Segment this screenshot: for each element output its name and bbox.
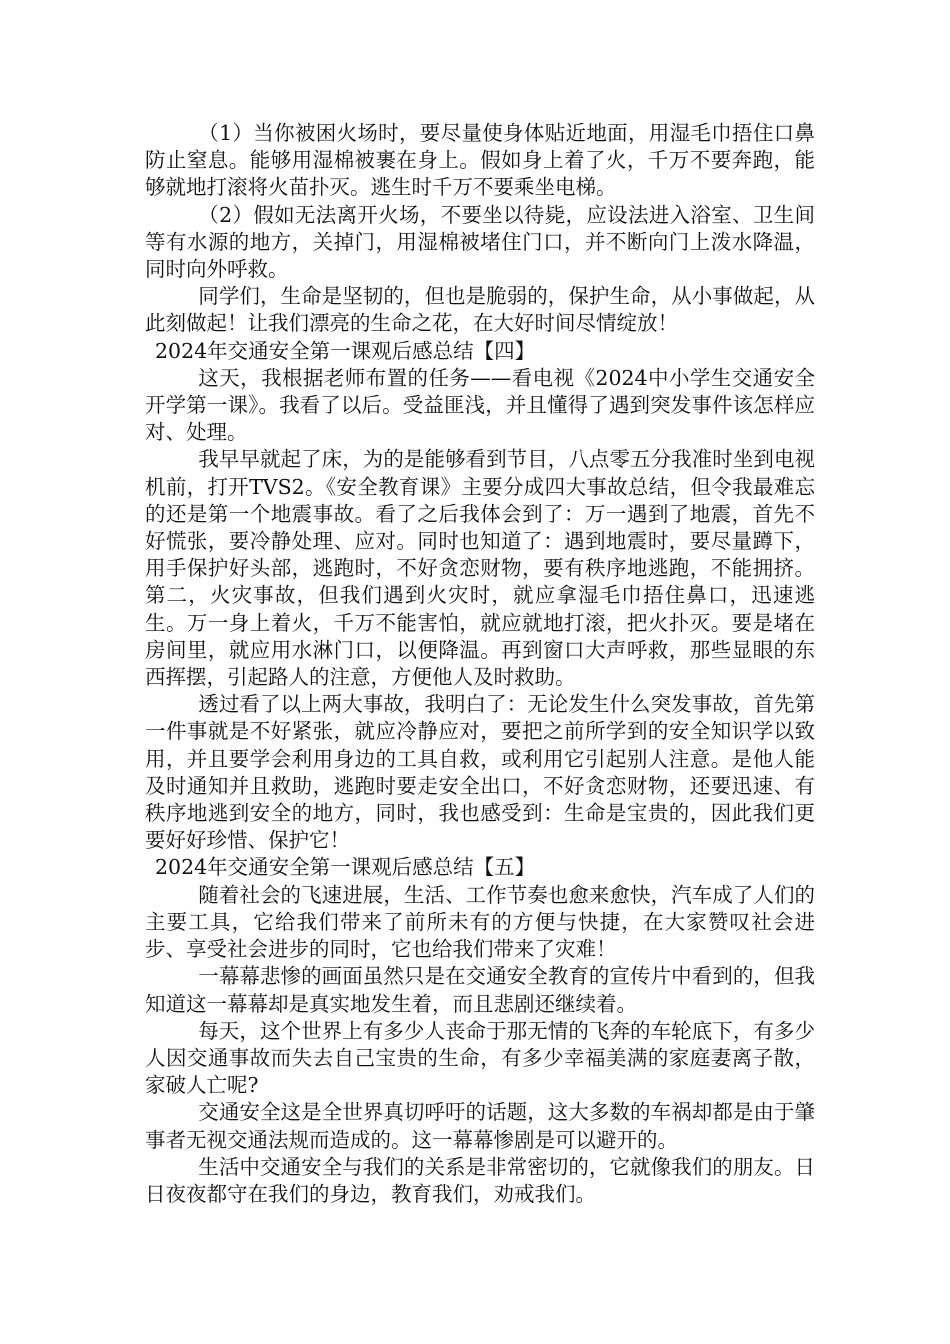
paragraph-traffic-safety-topic: 交通安全这是全世界真切呼吁的话题，这大多数的车祸却都是由于肇事者无视交通法规而造成的。这一幕幕惨剧是可以避开的。: [145, 1100, 815, 1152]
paragraph-safety-friend: 生活中交通安全与我们的关系是非常密切的，它就像我们的朋友。日日夜夜都守在我们的身边，教育我们，劝戒我们。: [145, 1154, 815, 1206]
section-heading-four: 2024年交通安全第一课观后感总结【四】: [155, 338, 536, 363]
section-heading-five: 2024年交通安全第一课观后感总结【五】: [155, 855, 536, 880]
paragraph-fire-trapped: （1）当你被困火场时，要尽量使身体贴近地面，用湿毛巾捂住口鼻防止窒息。能够用湿棉被裹在身上。假如身上着了火，千万不要奔跑，能够就地打滚将火苗扑灭。逃生时千万不要乘坐电梯。: [145, 121, 815, 200]
paragraph-tragic-scenes: 一幕幕悲惨的画面虽然只是在交通安全教育的宣传片中看到的，但我知道这一幕幕却是真实地发生着，而且悲剧还继续着。: [145, 964, 815, 1016]
paragraph-lessons-learned: 透过看了以上两大事故，我明白了：无论发生什么突发事故，首先第一件事就是不好紧张，就应冷静应对，要把之前所学到的安全知识学以致用，并且要学会利用身边的工具自救，或利用它引起别人注意。是他人能及时通知并且救助，逃跑时要走安全出口，不好贪恋财物，还要迅速、有秩序地逃到安全的地方，同时，我也感受到：生命是宝贵的，因此我们更要好好珍惜、保护它！: [145, 692, 815, 853]
paragraph-society-progress: 随着社会的飞速进展，生活、工作节奏也愈来愈快，汽车成了人们的主要工具，它给我们带来了前所未有的方便与快捷，在大家赞叹社会进步、享受社会进步的同时，它也给我们带来了灾难！: [145, 882, 815, 962]
paragraph-every-day: 每天，这个世界上有多少人丧命于那无情的飞奔的车轮底下，有多少人因交通事故而失去自己宝贵的生命，有多少幸福美满的家庭妻离子散，家破人亡呢?: [145, 1018, 815, 1098]
paragraph-earthquake-fire: 我早早就起了床，为的是能够看到节目，八点零五分我准时坐到电视机前，打开TVS2。《安全教育课》主要分成四大事故总结，但令我最难忘的还是第一个地震事故。看了之后我体会到了：万一遇到了地震，首先不好慌张，要冷静处理、应对。同时也知道了：遇到地震时，要尽量蹲下，用手保护好头部，逃跑时，不好贪恋财物，要有秩序地逃跑，不能拥挤。第二，火灾事故，但我们遇到火灾时，就应拿湿毛巾捂住鼻口，迅速逃生。万一身上着火，千万不能害怕，就应就地打滚，把火扑灭。要是堵在房间里，就应用水淋门口，以便降温。再到窗口大声呼救，那些显眼的东西挥摆，引起路人的注意，方便他人及时救助。: [145, 447, 815, 690]
paragraph-fire-cannot-escape: （2）假如无法离开火场，不要坐以待毙，应设法进入浴室、卫生间等有水源的地方，关掉门，用湿棉被堵住门口，并不断向门上泼水降温，同时向外呼救。: [145, 202, 815, 282]
document-body: [145, 120, 815, 1208]
paragraph-watch-tv: 这天，我根据老师布置的任务——看电视《2024中小学生交通安全开学第一课》。我看了以后。受益匪浅，并且懂得了遇到突发事件该怎样应对、处理。: [145, 365, 815, 445]
paragraph-cherish-life: 同学们，生命是坚韧的，但也是脆弱的，保护生命，从小事做起，从此刻做起！让我们漂亮的生命之花，在大好时间尽情绽放！: [145, 284, 815, 336]
